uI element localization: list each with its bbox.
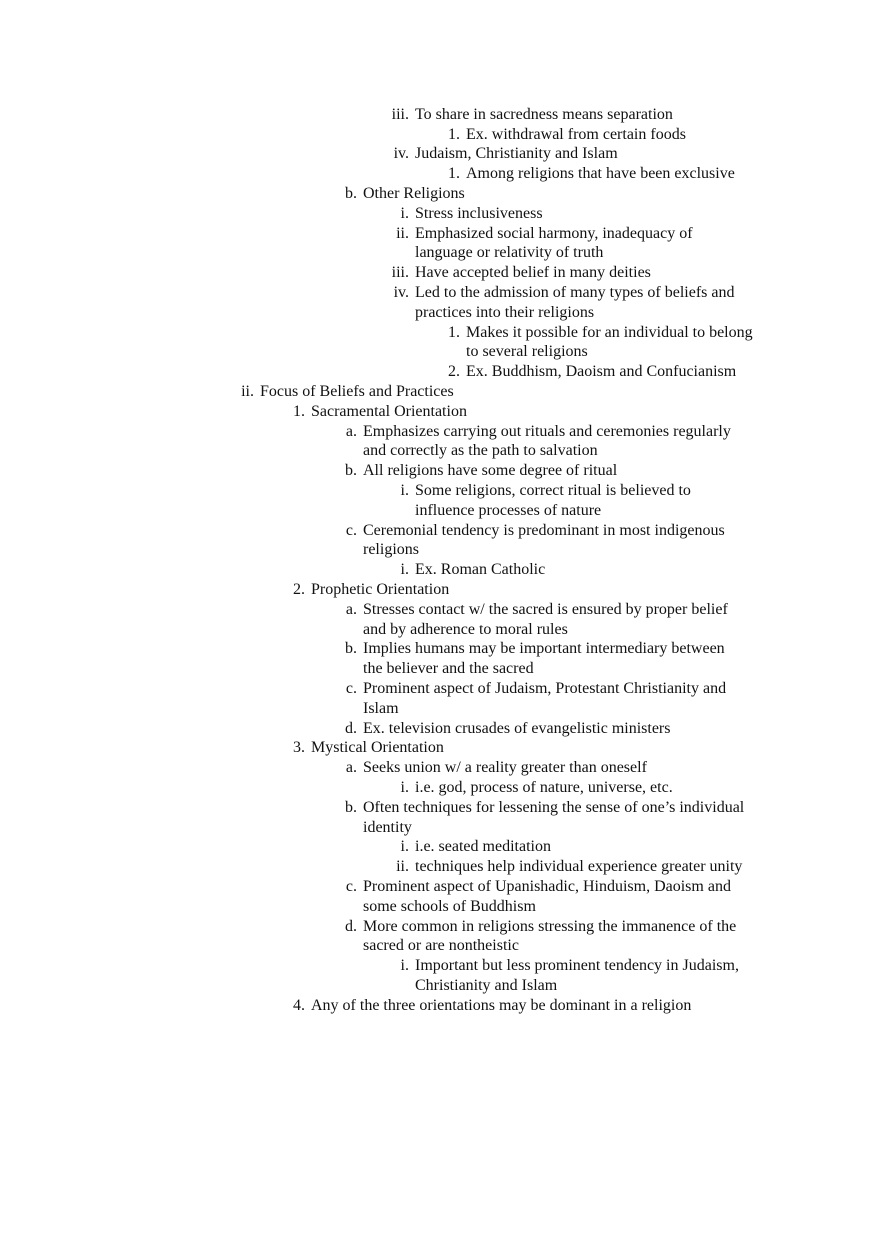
outline-label: i. [400, 957, 409, 974]
outline-text: Important but less prominent tendency in Judaism, [415, 957, 739, 974]
outline-text: identity [363, 819, 412, 836]
outline-text: techniques help individual experience greater unity [415, 858, 743, 875]
outline-label: iii. [391, 264, 409, 281]
outline-label: a. [345, 759, 357, 776]
outline-label: b. [345, 640, 357, 657]
outline-text: Islam [363, 700, 399, 717]
outline-line [391, 263, 651, 283]
outline-line [293, 580, 450, 600]
outline-label: 1. [448, 324, 460, 341]
outline-text: Emphasized social harmony, inadequacy of [415, 225, 693, 242]
outline-label: b. [345, 185, 357, 202]
outline-label: 1. [448, 165, 460, 182]
outline-text: Focus of Beliefs and Practices [260, 383, 454, 400]
outline-label: i. [400, 482, 409, 499]
outline-text: to several religions [466, 343, 588, 360]
outline-label: i. [400, 838, 409, 855]
outline-line [293, 402, 467, 422]
outline-text: Ex. television crusades of evangelistic ministers [363, 720, 671, 737]
outline-text: influence processes of nature [415, 502, 602, 519]
outline-text: i.e. seated meditation [415, 838, 551, 855]
outline-label: 2. [448, 363, 460, 380]
outline-label: iii. [391, 106, 409, 123]
outline-line [400, 837, 551, 857]
outline-label: ii. [396, 858, 409, 875]
outline-text: Ex. Roman Catholic [415, 561, 546, 578]
outline-line [415, 243, 603, 263]
outline-text: and by adherence to moral rules [363, 621, 568, 638]
outline-line [345, 877, 731, 897]
outline-text: Prophetic Orientation [311, 581, 450, 598]
outline-text: Often techniques for lessening the sense of one’s individual [363, 799, 745, 816]
outline-text: practices into their religions [415, 304, 595, 321]
outline-line [345, 679, 727, 699]
outline-line [448, 125, 686, 145]
outline-label: c. [345, 878, 357, 895]
outline-label: b. [345, 799, 357, 816]
outline-text: and correctly as the path to salvation [363, 442, 598, 459]
outline-text: Among religions that have been exclusive [466, 165, 735, 182]
outline-label: c. [345, 522, 357, 539]
outline-text: sacred or are nontheistic [363, 937, 519, 954]
outline-text: Any of the three orientations may be dominant in a religion [311, 997, 692, 1014]
outline-text: Emphasizes carrying out rituals and ceremonies regularly [363, 423, 731, 440]
outline-text: some schools of Buddhism [363, 898, 536, 915]
outline-label: d. [345, 918, 357, 935]
outline-line [400, 204, 543, 224]
outline-line [363, 441, 598, 461]
outline-text: Sacramental Orientation [311, 403, 467, 420]
outline-text: Seeks union w/ a reality greater than oneself [363, 759, 647, 776]
outline-line [448, 362, 737, 382]
outline-line [415, 501, 601, 521]
outline-text: To share in sacredness means separation [415, 106, 673, 123]
outline-line [363, 818, 412, 838]
outline-line [345, 719, 671, 739]
outline-line [400, 956, 739, 976]
outline-line [448, 164, 735, 184]
outline-line [393, 283, 735, 303]
outline-text: Christianity and Islam [415, 977, 558, 994]
outline-line [396, 224, 693, 244]
outline-line [363, 699, 399, 719]
outline-line [363, 540, 419, 560]
outline-text: All religions have some degree of ritual [363, 462, 618, 479]
outline-label: ii. [396, 225, 409, 242]
outline-line [345, 798, 745, 818]
outline-label: 4. [293, 997, 305, 1014]
outline-line [345, 461, 618, 481]
outline-line [400, 481, 691, 501]
outline-line [466, 342, 588, 362]
outline-label: 2. [293, 581, 305, 598]
outline-text: Led to the admission of many types of beliefs and [415, 284, 735, 301]
outline-line [363, 659, 534, 679]
outline-line [345, 422, 731, 442]
outline-label: 1. [293, 403, 305, 420]
outline-line [396, 857, 743, 877]
outline-line [345, 600, 728, 620]
outline-line [345, 917, 737, 937]
outline-text: Implies humans may be important intermediary between [363, 640, 725, 657]
outline-label: ii. [241, 383, 254, 400]
outline-label: b. [345, 462, 357, 479]
outline-label: 3. [293, 739, 305, 756]
outline-line [363, 620, 568, 640]
outline-line [293, 738, 444, 758]
outline-text: Judaism, Christianity and Islam [415, 145, 618, 162]
outline-line [345, 521, 725, 541]
outline-text: language or relativity of truth [415, 244, 604, 261]
outline-line [363, 936, 519, 956]
outline-label: 1. [448, 126, 460, 143]
outline-line [400, 560, 546, 580]
outline-text: i.e. god, process of nature, universe, etc. [415, 779, 673, 796]
outline-line [241, 382, 454, 402]
outline-line [393, 144, 618, 164]
outline-label: a. [345, 601, 357, 618]
outline-label: i. [400, 779, 409, 796]
outline-text: the believer and the sacred [363, 660, 534, 677]
outline-label: iv. [393, 145, 409, 162]
outline-line [345, 758, 647, 778]
outline-label: a. [345, 423, 357, 440]
outline-label: c. [345, 680, 357, 697]
outline-line [448, 323, 753, 343]
outline-line [415, 976, 557, 996]
outline-line [363, 897, 536, 917]
outline-line [293, 996, 692, 1016]
outline-text: Stresses contact w/ the sacred is ensured by proper belief [363, 601, 728, 618]
outline-text: Ceremonial tendency is predominant in most indigenous [363, 522, 725, 539]
outline-line [391, 105, 673, 125]
outline-line [415, 303, 594, 323]
outline-text: Stress inclusiveness [415, 205, 543, 222]
outline-text: Ex. Buddhism, Daoism and Confucianism [466, 363, 737, 380]
outline-label: i. [400, 205, 409, 222]
outline-line [345, 184, 465, 204]
outline-text: Other Religions [363, 185, 465, 202]
outline-text: Makes it possible for an individual to belong [466, 324, 753, 341]
outline-text: Mystical Orientation [311, 739, 444, 756]
outline-text: Ex. withdrawal from certain foods [466, 126, 686, 143]
outline-line [400, 778, 673, 798]
outline-text: religions [363, 541, 419, 558]
outline-text: Prominent aspect of Judaism, Protestant Christianity and [363, 680, 727, 697]
outline-label: iv. [393, 284, 409, 301]
outline-text: Prominent aspect of Upanishadic, Hinduism, Daoism and [363, 878, 731, 895]
outline-text: Have accepted belief in many deities [415, 264, 651, 281]
outline-label: i. [400, 561, 409, 578]
outline-line [345, 639, 725, 659]
outline-text: More common in religions stressing the immanence of the [363, 918, 737, 935]
outline-label: d. [345, 720, 357, 737]
outline-text: Some religions, correct ritual is believed to [415, 482, 691, 499]
